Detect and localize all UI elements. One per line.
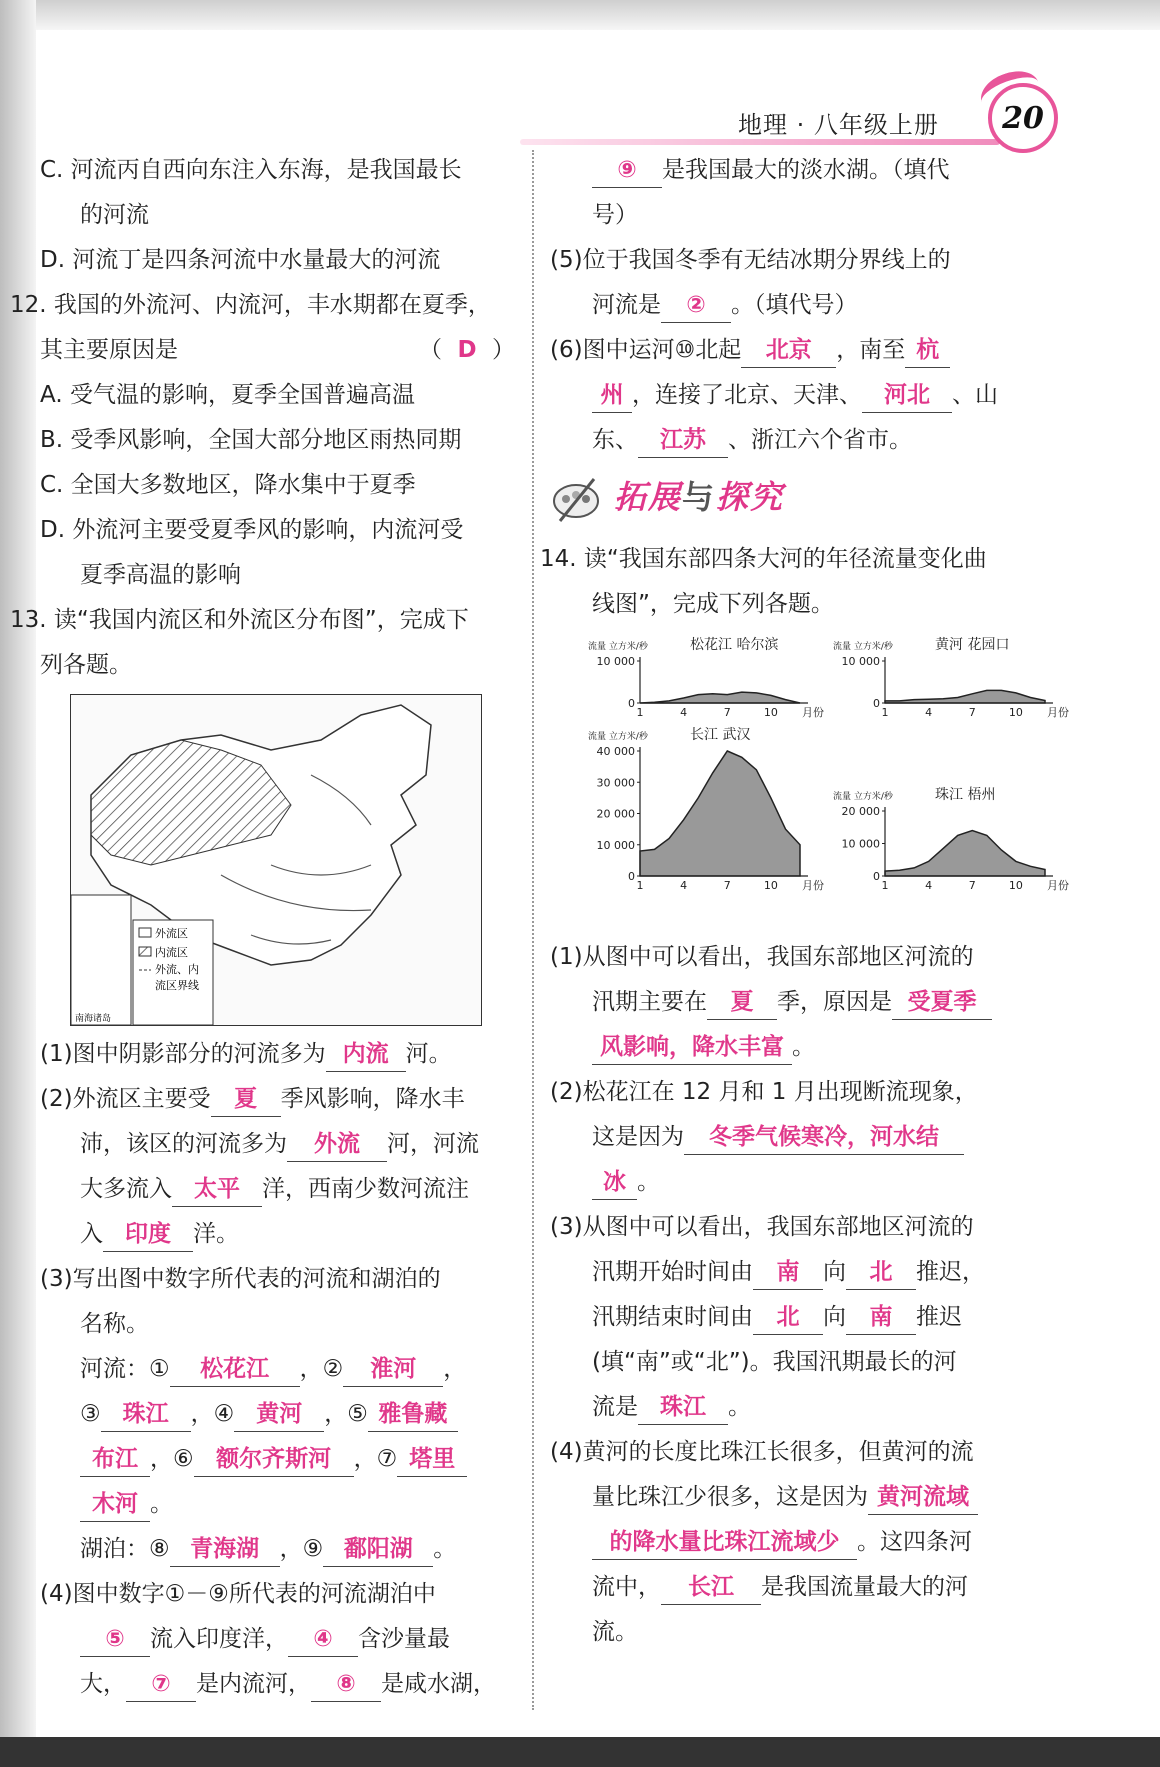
q13-part4-line2: ⑤ 流入印度洋， ④ 含沙量最 [10,1617,515,1662]
q14-part4-line3: 的降水量比珠江流域少 。这四条河 [550,1520,1065,1565]
extension-banner [550,469,1065,533]
option-d: D. 外流河主要受夏季风的影响，内流河受 [40,517,464,543]
q14-part4-line4: 流中， 长江 是我国流量最大的河 [550,1565,1065,1610]
y-tick-label: 20 000 [841,805,880,818]
x-tick-label: 10 [1008,879,1023,892]
q13-part2: (2)外流区主要受 夏 季风影响，降水丰 [10,1077,515,1122]
answer-blank: 冰 [592,1165,637,1200]
answer-blank: ⑤ [80,1622,150,1657]
series-area-1 [885,690,1045,703]
chart-title: 黄河 花园口 [935,637,1010,653]
x-tick-label: 1 [881,706,889,719]
answer-blank: 受夏季 [892,985,992,1020]
q14-part3-line2: 汛期开始时间由 南 向 北 推迟， [550,1250,1065,1295]
answer-blank: 夏 [211,1082,281,1117]
y-axis-label: 流量 立方米/秒 [833,792,893,802]
x-axis-label: 月份 [1047,879,1069,892]
q13-part5-line2: 河流是 ② 。（填代号） [550,283,1065,328]
q14-part2-line2: 这是因为 冬季气候寒冷，河水结 [550,1115,1065,1160]
answer-blank: 河北 [862,378,952,413]
q13-part4-line3: 大， ⑦ 是内流河， ⑧ 是咸水湖， [10,1662,515,1707]
inset-label: 南海诸岛 [75,1014,112,1024]
legend-inflow: 内流区 [155,946,188,959]
x-tick-label: 7 [968,706,976,719]
right-column [540,148,1069,1655]
y-axis-label: 流量 立方米/秒 [588,732,648,742]
q13-part2-line3: 大多流入 太平 洋，西南少数河流注 [10,1167,515,1212]
chart-title: 珠江 梧州 [935,787,996,803]
answer-blank: 南 [753,1255,823,1290]
series-area-2 [640,751,800,876]
option-c: C. 全国大多数地区，降水集中于夏季 [40,472,416,498]
question-12: 12. 我国的外流河、内流河，丰水期都在夏季， [10,292,491,318]
y-tick-label: 20 000 [596,807,635,821]
answer-blank: 南 [846,1300,916,1335]
x-tick-label: 4 [925,879,933,892]
china-drainage-map [70,694,482,1026]
question-12-cont [10,328,515,373]
answer-blank: 青海湖 [170,1532,280,1567]
q13-part4-cont: ⑨ 是我国最大的淡水湖。（填代 [550,148,1065,193]
answer-blank: 州 [592,378,632,413]
answer-blank: 长江 [661,1570,761,1605]
map-figure [71,695,481,1025]
chart-title: 松花江 哈尔滨 [690,637,779,653]
x-tick-label: 7 [968,879,976,892]
answer-blank: 杭 [905,333,950,368]
question-14-cont: 线图”，完成下列各题。 [592,591,834,617]
q14-part2: (2)松花江在 12 月和 1 月出现断流现象， [550,1079,978,1105]
y-tick-label: 10 000 [841,655,880,668]
y-tick-label: 0 [628,697,635,710]
chart-title: 长江 武汉 [690,727,751,743]
legend-boundary-2: 流区界线 [155,979,199,992]
answer-blank: ② [661,288,731,323]
q14-part3-line5: 流是 珠江 。 [550,1385,1065,1430]
x-axis-label: 月份 [1047,706,1069,719]
legend-boundary-1: 外流、内 [155,963,199,976]
q14-part4-line2: 量比珠江少很多，这是因为 黄河流域 [550,1475,1065,1520]
answer-blank: 印度 [103,1217,193,1252]
option-d: D. 河流丁是四条河流中水量最大的河流 [40,247,441,273]
x-tick-label: 10 [1008,706,1023,719]
column-divider [532,150,534,1710]
answer-blank: 松花江 [170,1352,300,1387]
answer-blank: 内流 [326,1037,406,1072]
y-tick-label: 40 000 [596,745,635,758]
answer-blank: 外流 [287,1127,387,1162]
answer-blank: 雅鲁藏 [368,1397,458,1432]
palette-icon [550,473,602,525]
q13-lakes-line: 湖泊：⑧ 青海湖 ，⑨ 鄱阳湖 。 [10,1527,515,1572]
q13-part2-line2: 沛，该区的河流多为 外流 河，河流 [10,1122,515,1167]
answer-blank: 珠江 [638,1390,728,1425]
q13-part2-line4: 入 印度 洋。 [10,1212,515,1257]
q14-part2-line3: 冰 。 [550,1160,1065,1205]
x-tick-label: 7 [723,706,731,719]
answer-blank: 风影响，降水丰富 [592,1030,792,1065]
banner-title: 拓展与探究 [614,478,785,516]
river-runoff-charts [588,631,1069,931]
answer-blank: 太平 [172,1172,262,1207]
answer-choice: D [457,337,477,363]
q13-part4: (4)图中数字①－⑨所代表的河流湖泊中 [40,1581,436,1607]
x-tick-label: 10 [763,706,778,719]
question-12-text: 其主要原因是 [40,337,178,363]
y-tick-label: 10 000 [596,838,635,852]
q13-rivers-line1: 河流：① 松花江 ，② 淮河 ， [10,1347,515,1392]
answer-blank: 北 [846,1255,916,1290]
x-tick-label: 1 [636,706,644,719]
q13-part4-cont2: 号） [592,202,638,228]
q13-part5: (5)位于我国冬季有无结冰期分界线上的 [550,247,951,273]
option-d-cont: 夏季高温的影响 [80,562,241,588]
q13-rivers-line4: 木河 。 [10,1482,515,1527]
q14-part4: (4)黄河的长度比珠江长很多，但黄河的流 [550,1439,974,1465]
answer-blank: 北京 [741,333,836,368]
x-tick-label: 4 [680,879,688,892]
question-13-cont: 列各题。 [40,652,132,678]
answer-blank: 木河 [80,1487,150,1522]
page-number-badge: 20 [988,83,1058,153]
q13-rivers-line3: 布江 ，⑥ 额尔齐斯河 ，⑦ 塔里 [10,1437,515,1482]
answer-blank: 冬季气候寒冷，河水结 [684,1120,964,1155]
answer-bracket: （ D ） [419,328,515,373]
y-tick-label: 0 [873,697,880,710]
answer-blank: 黄河 [234,1397,324,1432]
answer-blank: ⑨ [592,153,662,188]
q13-part3: (3)写出图中数字所代表的河流和湖泊的 [40,1266,441,1292]
x-tick-label: 4 [925,706,933,719]
y-tick-label: 10 000 [841,837,880,851]
runoff-chart-svg [588,631,1069,931]
answer-blank: 塔里 [397,1442,467,1477]
x-tick-label: 1 [636,879,644,892]
q14-part4-line5: 流。 [592,1619,638,1645]
x-tick-label: 7 [723,879,731,892]
answer-blank: 淮河 [343,1352,443,1387]
q14-part1-line3: 风影响，降水丰富 。 [550,1025,1065,1070]
q13-part6-line3: 东、 江苏 、浙江六个省市。 [550,418,1065,463]
q14-part1: (1)从图中可以看出，我国东部地区河流的 [550,944,974,970]
y-axis-label: 流量 立方米/秒 [833,642,893,652]
q13-rivers-line2: ③ 珠江 ，④ 黄河 ，⑤ 雅鲁藏 [10,1392,515,1437]
question-13: 13. 读“我国内流区和外流区分布图”，完成下 [10,607,469,633]
y-tick-label: 0 [873,870,880,883]
legend-outflow: 外流区 [155,927,188,940]
option-a: A. 受气温的影响，夏季全国普遍高温 [40,382,415,408]
q14-part3-line3: 汛期结束时间由 北 向 南 推迟 [550,1295,1065,1340]
option-b: B. 受季风影响，全国大部分地区雨热同期 [40,427,462,453]
y-tick-label: 10 000 [596,655,635,668]
scan-bottom-edge [0,1737,1160,1767]
question-14: 14. 读“我国东部四条大河的年径流量变化曲 [540,546,987,572]
answer-blank: ⑧ [311,1667,381,1702]
answer-blank: 鄱阳湖 [323,1532,433,1567]
answer-blank: ⑦ [126,1667,196,1702]
answer-blank: 夏 [707,985,777,1020]
south-sea-inset [71,895,131,1025]
y-tick-label: 0 [628,870,635,883]
left-column [10,148,515,1707]
series-area-0 [640,692,800,703]
answer-blank: 江苏 [638,423,728,458]
x-axis-label: 月份 [802,706,824,719]
option-c-cont: 的河流 [80,202,149,228]
answer-blank: 的降水量比珠江流域少 [592,1525,857,1560]
q13-part3-line2: 名称。 [80,1311,149,1337]
series-area-3 [885,831,1045,877]
y-axis-label: 流量 立方米/秒 [588,642,648,652]
option-c: C. 河流丙自西向东注入东海，是我国最长 [40,157,462,183]
page-header [520,95,1080,155]
answer-blank: 珠江 [101,1397,191,1432]
y-tick-label: 30 000 [596,776,635,790]
q13-part6-line2: 州 ，连接了北京、天津、 河北 、山 [550,373,1065,418]
q14-part1-line2: 汛期主要在 夏 季，原因是 受夏季 [550,980,1065,1025]
answer-blank: 北 [753,1300,823,1335]
x-axis-label: 月份 [802,879,824,892]
answer-blank: ④ [288,1622,358,1657]
answer-blank: 布江 [80,1442,150,1477]
answer-blank: 黄河流域 [868,1480,978,1515]
q13-part1: (1)图中阴影部分的河流多为 内流 河。 [10,1032,515,1077]
answer-blank: 额尔齐斯河 [194,1442,354,1477]
x-tick-label: 1 [881,879,889,892]
scan-top-edge [0,0,1160,30]
q13-part6: (6)图中运河⑩北起 北京 ，南至 杭 [550,328,1065,373]
q14-part3-line4: (填“南”或“北”)。我国汛期最长的河 [592,1349,957,1375]
x-tick-label: 10 [763,879,778,892]
header-title: 地理 · 八年级上册 [738,111,939,139]
q14-part3: (3)从图中可以看出，我国东部地区河流的 [550,1214,974,1240]
x-tick-label: 4 [680,706,688,719]
